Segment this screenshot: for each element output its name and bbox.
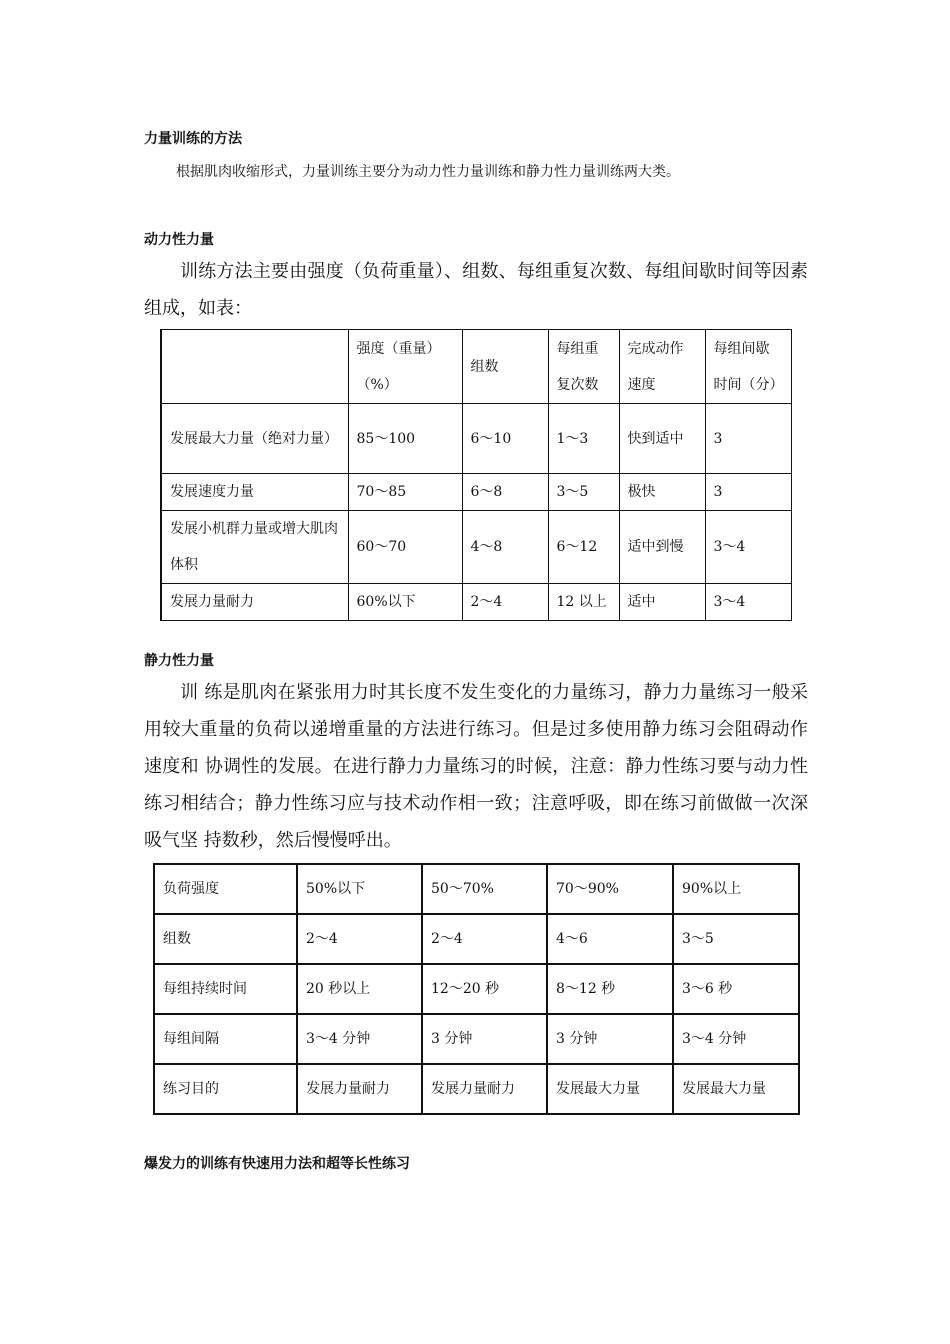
table-row (161, 404, 791, 474)
table-cell: 3～5 (548, 474, 619, 511)
table-cell: 2～4 (422, 914, 547, 964)
table-header-cell: 完成动作速度 (619, 330, 705, 404)
table-header-cell: 强度（重量）（%） (348, 330, 462, 404)
table-cell: 发展最大力量（绝对力量） (161, 404, 348, 474)
static-paragraph-text: 训 练是肌肉在紧张用力时其长度不发生变化的力量练习，静力力量练习一般采用较大重量的负荷以递增重量的方法进行练习。但是过多使用静力练习会阻碍动作速度和 协调性的发展。在进行静力力量练习的时候，注意：静力性练习要与动力性练习相结合；静力性练习应与技术动作相一致；注意呼吸，即在练习前做做一次深吸气坚 持数秒，然后慢慢呼出。 (144, 682, 808, 851)
table-cell: 3 (705, 474, 791, 511)
table-cell: 组数 (154, 914, 297, 964)
table-cell: 发展速度力量 (161, 474, 348, 511)
table-cell: 3～4 (705, 511, 791, 584)
dynamic-strength-table (160, 329, 792, 621)
table-cell: 快到适中 (619, 404, 705, 474)
heading-dynamic-strength: 动力性力量 (144, 232, 214, 248)
table-cell: 6～10 (462, 404, 548, 474)
heading-static-strength: 静力性力量 (144, 653, 214, 669)
table-cell: 发展最大力量 (547, 1064, 673, 1114)
table-row (161, 584, 791, 621)
table-row (161, 511, 791, 584)
intro-paragraph: 根据肌肉收缩形式，力量训练主要分为动力性力量训练和静力性力量训练两大类。 (176, 164, 680, 180)
table-cell: 负荷强度 (154, 864, 297, 914)
table-cell: 发展力量耐力 (422, 1064, 547, 1114)
table-header-cell: 每组间歇时间（分） (705, 330, 791, 404)
table-cell: 6～8 (462, 474, 548, 511)
table-cell: 85～100 (348, 404, 462, 474)
table-cell: 3 分钟 (422, 1014, 547, 1064)
table-cell: 2～4 (462, 584, 548, 621)
table-cell: 60%以下 (348, 584, 462, 621)
table-row (154, 1014, 799, 1064)
table-cell: 练习目的 (154, 1064, 297, 1114)
table-header-row (161, 330, 791, 404)
table-cell: 6～12 (548, 511, 619, 584)
heading-explosive-power: 爆发力的训练有快速用力法和超等长性练习 (144, 1156, 410, 1172)
table-cell: 3～6 秒 (673, 964, 799, 1014)
dynamic-paragraph (144, 253, 808, 327)
table-header-cell: 组数 (462, 330, 548, 404)
table-cell: 70～90% (547, 864, 673, 914)
table-cell: 4～6 (547, 914, 673, 964)
table-row (154, 864, 799, 914)
static-paragraph (144, 674, 808, 859)
table-cell: 50～70% (422, 864, 547, 914)
table-row (161, 474, 791, 511)
table-cell: 适中 (619, 584, 705, 621)
table-cell: 4～8 (462, 511, 548, 584)
table-header-cell (161, 330, 348, 404)
table-cell: 3～4 分钟 (297, 1014, 422, 1064)
table-cell: 发展力量耐力 (161, 584, 348, 621)
table-row (154, 964, 799, 1014)
table-cell: 发展力量耐力 (297, 1064, 422, 1114)
table-cell: 2～4 (297, 914, 422, 964)
table-cell: 发展最大力量 (673, 1064, 799, 1114)
table-cell: 8～12 秒 (547, 964, 673, 1014)
table-cell: 极快 (619, 474, 705, 511)
table-cell: 12～20 秒 (422, 964, 547, 1014)
table-cell: 3～5 (673, 914, 799, 964)
table-cell: 3 (705, 404, 791, 474)
table-cell: 20 秒以上 (297, 964, 422, 1014)
table-cell: 12 以上 (548, 584, 619, 621)
static-strength-table (153, 863, 800, 1115)
table-cell: 发展小机群力量或增大肌肉体积 (161, 511, 348, 584)
table-cell: 70～85 (348, 474, 462, 511)
table-row (154, 914, 799, 964)
heading-strength-methods: 力量训练的方法 (144, 131, 242, 147)
table-row (154, 1064, 799, 1114)
table-cell: 3～4 分钟 (673, 1014, 799, 1064)
dynamic-paragraph-text: 训练方法主要由强度（负荷重量）、组数、每组重复次数、每组间歇时间等因素组成，如表： (144, 261, 808, 319)
table-cell: 50%以下 (297, 864, 422, 914)
table-cell: 每组间隔 (154, 1014, 297, 1064)
table-cell: 3～4 (705, 584, 791, 621)
table-cell: 60～70 (348, 511, 462, 584)
table-header-cell: 每组重复次数 (548, 330, 619, 404)
table-cell: 每组持续时间 (154, 964, 297, 1014)
table-cell: 1～3 (548, 404, 619, 474)
table-cell: 适中到慢 (619, 511, 705, 584)
table-cell: 90%以上 (673, 864, 799, 914)
table-cell: 3 分钟 (547, 1014, 673, 1064)
